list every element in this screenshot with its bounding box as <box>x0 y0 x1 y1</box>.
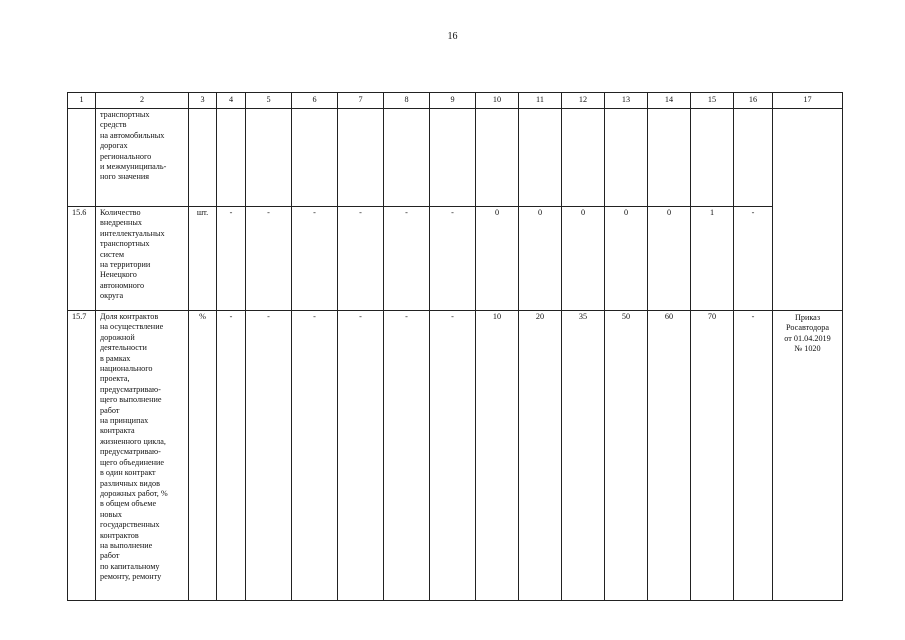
header-cell: 17 <box>773 93 843 109</box>
value-cell: - <box>246 311 292 601</box>
label-line: на осуществление <box>100 322 164 332</box>
label-line: Ненецкого <box>100 270 137 280</box>
header-cell: 9 <box>430 93 476 109</box>
value-cell: - <box>734 207 773 311</box>
label-line: и межмуниципаль- <box>100 162 167 172</box>
label-line: систем <box>100 249 125 259</box>
header-cell: 13 <box>605 93 648 109</box>
value-cell <box>430 109 476 207</box>
value-cell: 0 <box>562 207 605 311</box>
label-line: контрактов <box>100 530 139 540</box>
header-cell: 1 <box>68 93 96 109</box>
value-cell <box>519 109 562 207</box>
label-line: национального <box>100 364 153 374</box>
value-cell <box>338 109 384 207</box>
source-line: Приказ <box>794 313 821 322</box>
header-cell: 6 <box>292 93 338 109</box>
label-line: работ <box>100 405 120 415</box>
label-line: на выполнение <box>100 540 153 550</box>
label-line: новых <box>100 509 122 519</box>
unit-cell: шт. <box>189 207 217 311</box>
indicator-table <box>67 92 843 601</box>
value-cell <box>384 109 430 207</box>
unit-cell: % <box>189 311 217 601</box>
label-line: щего выполнение <box>100 395 162 405</box>
value-cell: 20 <box>519 311 562 601</box>
header-cell: 16 <box>734 93 773 109</box>
header-cell: 5 <box>246 93 292 109</box>
value-cell: 10 <box>476 311 519 601</box>
value-cell <box>476 109 519 207</box>
label-line: в рамках <box>100 353 131 363</box>
label-line: по капитальному <box>100 561 160 571</box>
label-line: различных видов <box>100 478 160 488</box>
indicator-label <box>96 109 189 207</box>
header-cell: 11 <box>519 93 562 109</box>
source-cell <box>773 311 843 601</box>
label-line: интеллектуальных <box>100 228 165 238</box>
indicator-label <box>96 311 189 601</box>
value-cell <box>292 109 338 207</box>
value-cell: - <box>217 207 246 311</box>
label-line: округа <box>100 291 124 301</box>
label-line: средств <box>100 120 127 130</box>
indicator-label <box>96 207 189 311</box>
page-number: 16 <box>447 31 458 42</box>
label-line: деятельности <box>100 343 147 353</box>
source-line: от 01.04.2019 <box>784 333 831 343</box>
value-cell: 50 <box>605 311 648 601</box>
label-line: работ <box>100 551 120 561</box>
table-row <box>68 207 843 311</box>
header-cell: 2 <box>96 93 189 109</box>
row-number <box>68 109 96 207</box>
label-line: на автомобильных <box>100 130 165 140</box>
header-row <box>68 93 843 109</box>
source-line: № 1020 <box>794 344 821 354</box>
label-line: на территории <box>100 260 151 270</box>
label-line: транспортных <box>100 110 150 119</box>
value-cell: 0 <box>519 207 562 311</box>
unit-cell <box>189 109 217 207</box>
value-cell <box>246 109 292 207</box>
label-line: ремонту, ремонту <box>100 572 162 582</box>
header-cell: 7 <box>338 93 384 109</box>
value-cell: - <box>430 207 476 311</box>
value-cell <box>217 109 246 207</box>
row-number: 15.6 <box>68 207 96 311</box>
value-cell <box>648 109 691 207</box>
header-cell: 10 <box>476 93 519 109</box>
header-cell: 15 <box>691 93 734 109</box>
label-line: дорогах <box>100 141 128 151</box>
value-cell: 0 <box>476 207 519 311</box>
label-line: регионального <box>100 151 152 161</box>
value-cell: - <box>430 311 476 601</box>
value-cell: - <box>292 311 338 601</box>
row-number: 15.7 <box>68 311 96 601</box>
table-row <box>68 311 843 601</box>
value-cell: - <box>217 311 246 601</box>
header-cell: 4 <box>217 93 246 109</box>
value-cell: - <box>734 311 773 601</box>
value-cell: - <box>246 207 292 311</box>
label-line: Количество <box>100 208 141 217</box>
source-cell <box>773 207 843 311</box>
value-cell <box>691 109 734 207</box>
value-cell: - <box>384 207 430 311</box>
header-cell: 3 <box>189 93 217 109</box>
label-line: щего объединение <box>100 457 165 467</box>
value-cell: 70 <box>691 311 734 601</box>
source-cell <box>773 109 843 207</box>
label-line: автономного <box>100 280 145 290</box>
label-line: на принципах <box>100 416 149 426</box>
value-cell <box>562 109 605 207</box>
label-line: в один контракт <box>100 468 156 478</box>
value-cell: 1 <box>691 207 734 311</box>
label-line: внедренных <box>100 218 143 228</box>
value-cell <box>605 109 648 207</box>
header-cell: 8 <box>384 93 430 109</box>
value-cell: - <box>384 311 430 601</box>
label-line: транспортных <box>100 239 150 249</box>
label-line: в общем объеме <box>100 499 157 509</box>
value-cell <box>734 109 773 207</box>
header-cell: 12 <box>562 93 605 109</box>
label-line: контракта <box>100 426 135 436</box>
value-cell: - <box>338 207 384 311</box>
label-line: дорожных работ, % <box>100 488 168 498</box>
header-cell: 14 <box>648 93 691 109</box>
source-line: Росавтодора <box>786 323 829 333</box>
table-row <box>68 109 843 207</box>
value-cell: 0 <box>648 207 691 311</box>
value-cell: 35 <box>562 311 605 601</box>
value-cell: 0 <box>605 207 648 311</box>
label-line: государственных <box>100 520 160 530</box>
label-line: Доля контрактов <box>100 312 159 321</box>
label-line: жизненного цикла, <box>100 436 166 446</box>
label-line: ного значения <box>100 172 149 182</box>
label-line: проекта, <box>100 374 130 384</box>
label-line: дорожной <box>100 332 135 342</box>
label-line: предусматриваю- <box>100 447 161 457</box>
value-cell: - <box>338 311 384 601</box>
label-line: предусматриваю- <box>100 384 161 394</box>
value-cell: - <box>292 207 338 311</box>
value-cell: 60 <box>648 311 691 601</box>
